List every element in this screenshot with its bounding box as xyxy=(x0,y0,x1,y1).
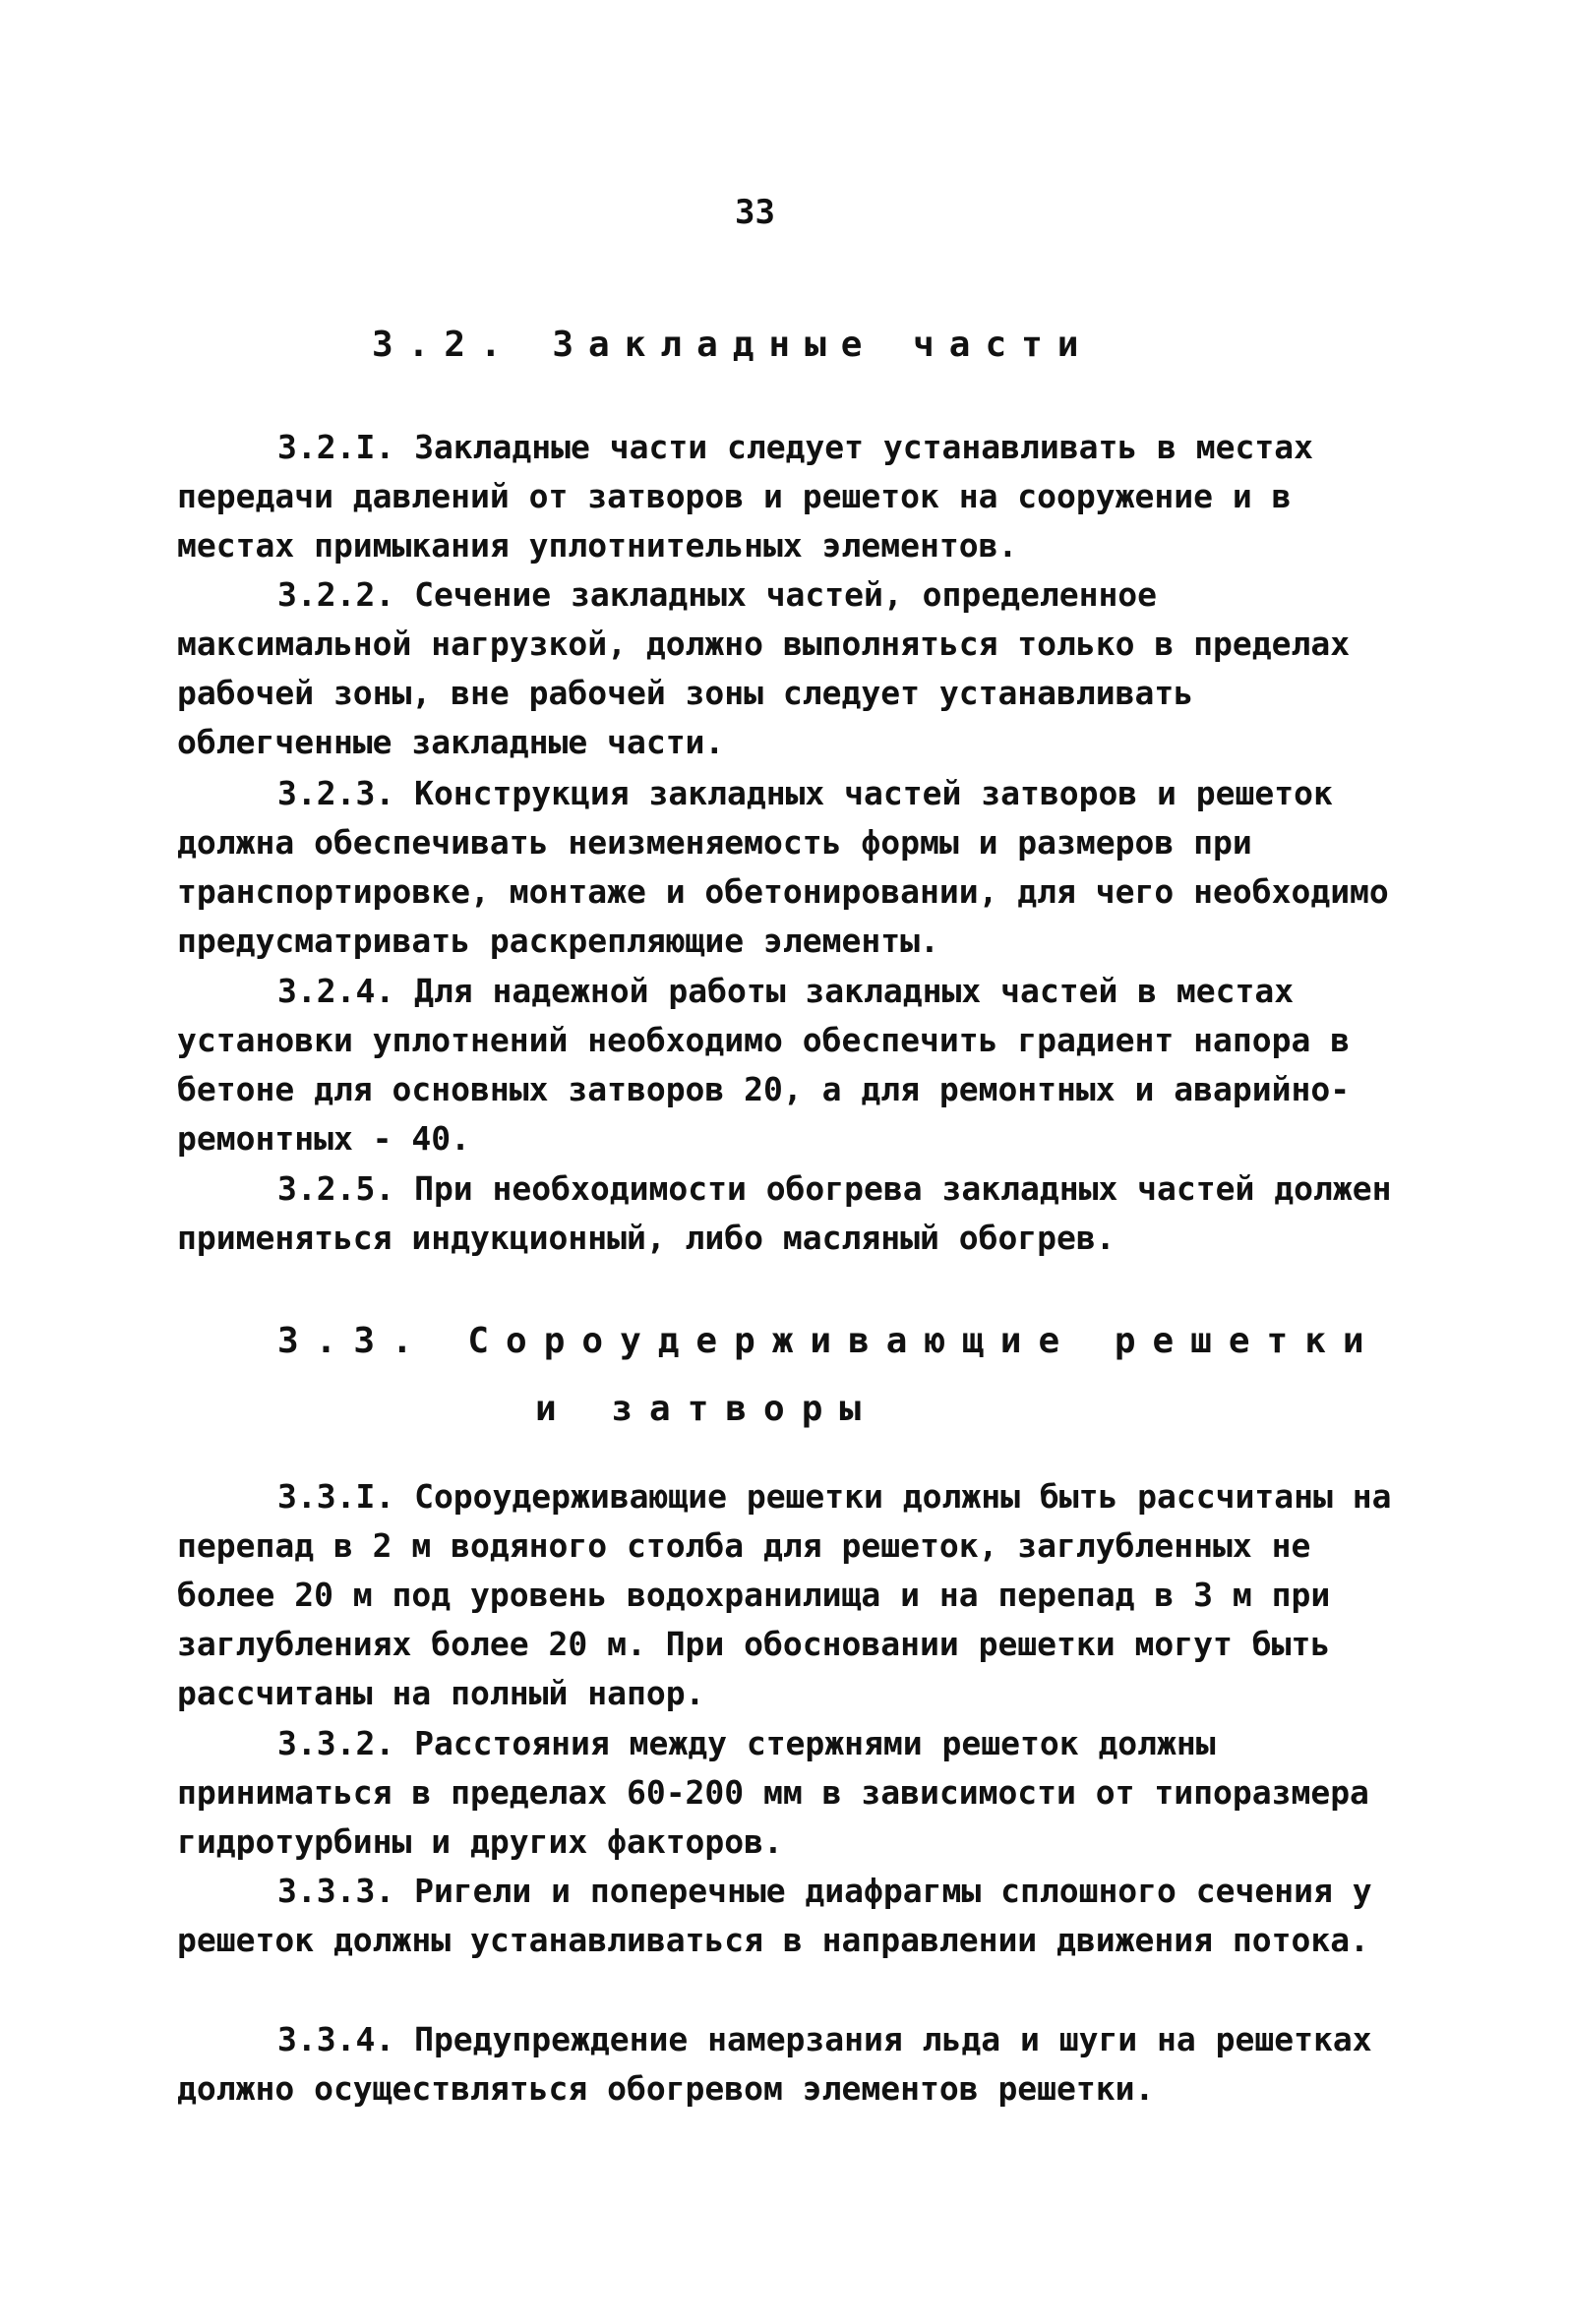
paragraph-3-2-2: 3.2.2. Сечение закладных частей, определенное максимальной нагрузкой, должно выполняться только в пределах рабочей зоны, вне рабочей зоны следует устанавливать облегченные закладные части. xyxy=(177,575,1351,761)
paragraph-3-2-3: 3.2.3. Конструкция закладных частей затворов и решеток должна обеспечивать неизменяемость формы и размеров при транспортировке, монтаже и обетонировании, для чего необходимо предусматривать раскрепляющие элементы. xyxy=(177,774,1389,960)
paragraph-3-3-4: 3.3.4. Предупреждение намерзания льда и шуги на решетках должно осуществляться обогревом элементов решетки. xyxy=(177,2020,1372,2108)
paragraph-3-3-2: 3.3.2. Расстояния между стержнями решеток должны приниматься в пределах 60-200 мм в зависимости от типоразмера гидротурбины и других факторов. xyxy=(177,1724,1369,1861)
section-3-3-title-line-1: 3.3. Сороудерживающие решетки xyxy=(277,1321,1381,1361)
section-3-2-title: 3.2. Закладные части xyxy=(372,325,1094,365)
page-number: 33 xyxy=(735,193,775,232)
section-3-3-title-line-2: и затворы xyxy=(535,1389,878,1429)
paragraph-3-2-4: 3.2.4. Для надежной работы закладных частей в местах установки уплотнений необходимо обеспечить градиент напора в бетоне для основных затворов 20, а для ремонтных и аварийно-ремонтных - 40. xyxy=(177,972,1351,1158)
paragraph-3-3-1: 3.3.I. Сороудерживающие решетки должны быть рассчитаны на перепад в 2 м водяного столба для решеток, заглубленных не более 20 м под уровень водохранилища и на перепад в 3 м при заглублениях более 20 м. При обосновании решетки могут быть рассчитаны на полный напор. xyxy=(177,1477,1392,1712)
paragraph-3-3-3: 3.3.3. Ригели и поперечные диафрагмы сплошного сечения у решеток должны устанавливаться в направлении движения потока. xyxy=(177,1872,1372,1959)
paragraph-3-2-5: 3.2.5. При необходимости обогрева закладных частей должен применяться индукционный, либо масляный обогрев. xyxy=(177,1169,1392,1257)
paragraph-3-2-1: 3.2.I. Закладные части следует устанавливать в местах передачи давлений от затворов и решеток на сооружение и в местах примыкания уплотнительных элементов. xyxy=(177,428,1313,565)
